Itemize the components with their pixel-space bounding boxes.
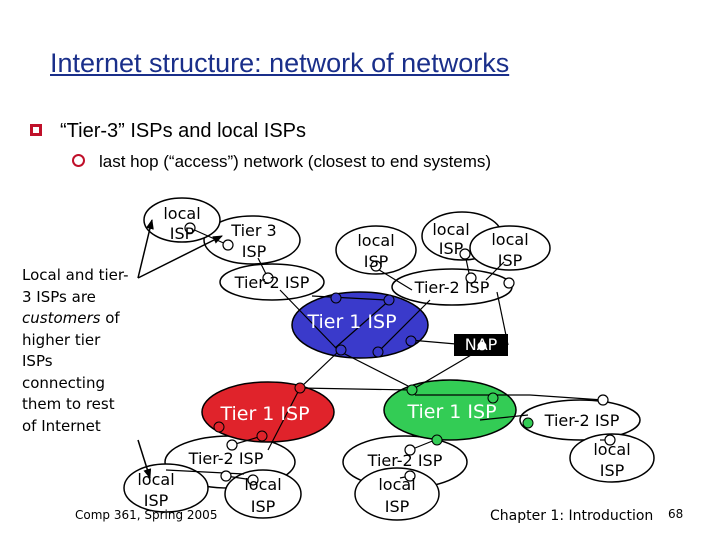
page-title: Internet structure: network of networks [50,48,510,78]
local-isp-label: ISP [438,239,464,258]
note-line: of Internet [22,416,101,435]
tier2-label: Tier-2 ISP [414,278,490,297]
local-isp-label: local [137,470,175,489]
bullet-text: “Tier-3” ISPs and local ISPs [60,120,307,142]
local-isp-label: ISP [143,491,169,510]
tier1-right-label: Tier 1 ISP [407,401,497,423]
tier2-label: Tier-2 ISP [234,273,310,292]
note-text: 3 ISPs are [22,287,96,306]
local-isp-label: local [244,475,282,494]
tier2-label: Tier-2 ISP [367,451,443,470]
tier2-label: Tier-2 ISP [188,449,264,468]
local-isp-label: local [491,230,529,249]
local-isp-label: local [163,204,201,223]
local-isp-label: local [378,475,416,494]
local-isp-label: ISP [250,497,276,516]
local-isp-label: ISP [497,251,523,270]
tier1-top-label: Tier 1 ISP [307,311,397,333]
tier2-label: Tier-2 ISP [544,411,620,430]
local-isp-label: local [357,231,395,250]
note-line: higher tier [22,330,101,349]
note-line: them to rest [22,395,115,413]
local-isp-label: ISP [384,497,410,516]
tier1-left-label: Tier 1 ISP [220,403,310,425]
local-isp-label: local [432,220,470,239]
local-isp-label: ISP [169,224,195,243]
local-isp-label: ISP [363,252,389,271]
local-isp-label: local [593,440,631,459]
tier3-label: Tier 3 [231,221,277,240]
note-emphasis: customers [22,309,101,327]
chapter-footer: Chapter 1: Introduction [490,508,654,524]
local-isp-label: ISP [599,461,625,480]
note-line: Local and tier- [22,266,129,284]
nap-label: NAP [464,335,498,354]
tier3-label: ISP [241,242,267,261]
course-footer: Comp 361, Spring 2005 [75,508,218,522]
note-line: connecting [22,373,105,392]
page-number: 68 [668,507,684,521]
bullet-text: last hop (“access”) network (closest to end systems) [99,152,492,171]
note-line: ISPs [22,352,53,370]
note-text: of [100,309,120,327]
